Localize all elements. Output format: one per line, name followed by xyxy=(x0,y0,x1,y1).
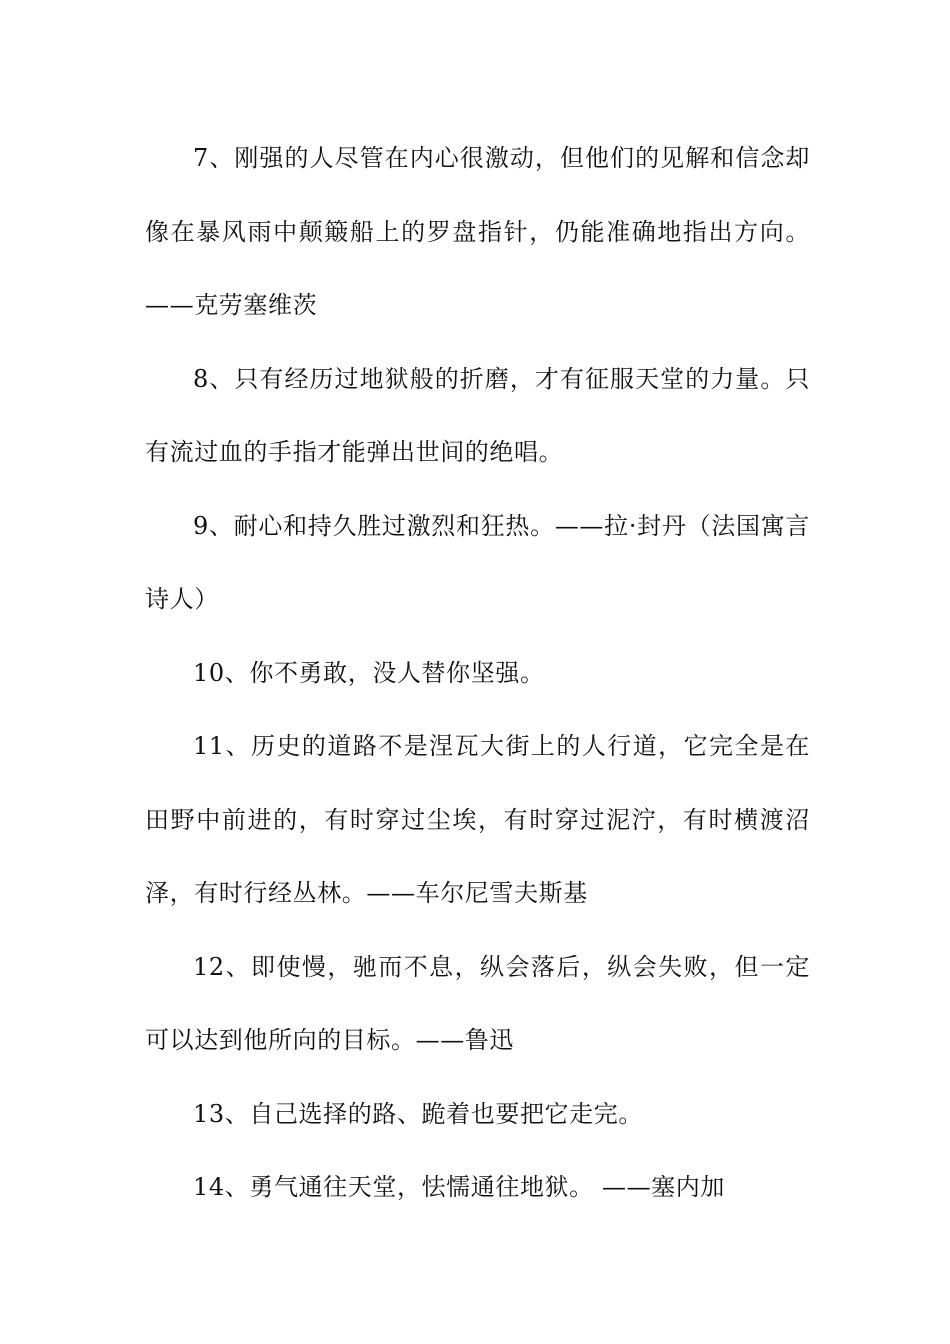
quote-paragraph-10: 10、你不勇敢，没人替你坚强。 xyxy=(193,658,545,687)
quote-list xyxy=(145,122,810,1225)
quote-paragraph-11: 11、历史的道路不是涅瓦大街上的人行道，它完全是在田野中前进的，有时穿过尘埃，有时穿过泥泞，有时横渡沼泽，有时行经丛林。——车尔尼雪夫斯基 xyxy=(145,732,810,907)
quote-paragraph-9: 9、耐心和持久胜过激烈和狂热。——拉·封丹（法国寓言诗人） xyxy=(145,511,810,613)
quote-paragraph-7: 7、刚强的人尽管在内心很激动，但他们的见解和信念却像在暴风雨中颠簸船上的罗盘指针，仍能准确地指出方向。 ——克劳塞维茨 xyxy=(145,144,810,319)
quote-paragraph-14: 14、勇气通往天堂，怯懦通往地狱。 ——塞内加 xyxy=(193,1173,725,1201)
quote-paragraph-13: 13、自己选择的路、跪着也要把它走完。 xyxy=(193,1099,643,1128)
quote-paragraph-12: 12、即使慢，驰而不息，纵会落后，纵会失败，但一定可以达到他所向的目标。——鲁迅 xyxy=(145,952,810,1054)
quote-paragraph-8: 8、只有经历过地狱般的折磨，才有征服天堂的力量。只有流过血的手指才能弹出世间的绝唱。 xyxy=(145,364,810,466)
